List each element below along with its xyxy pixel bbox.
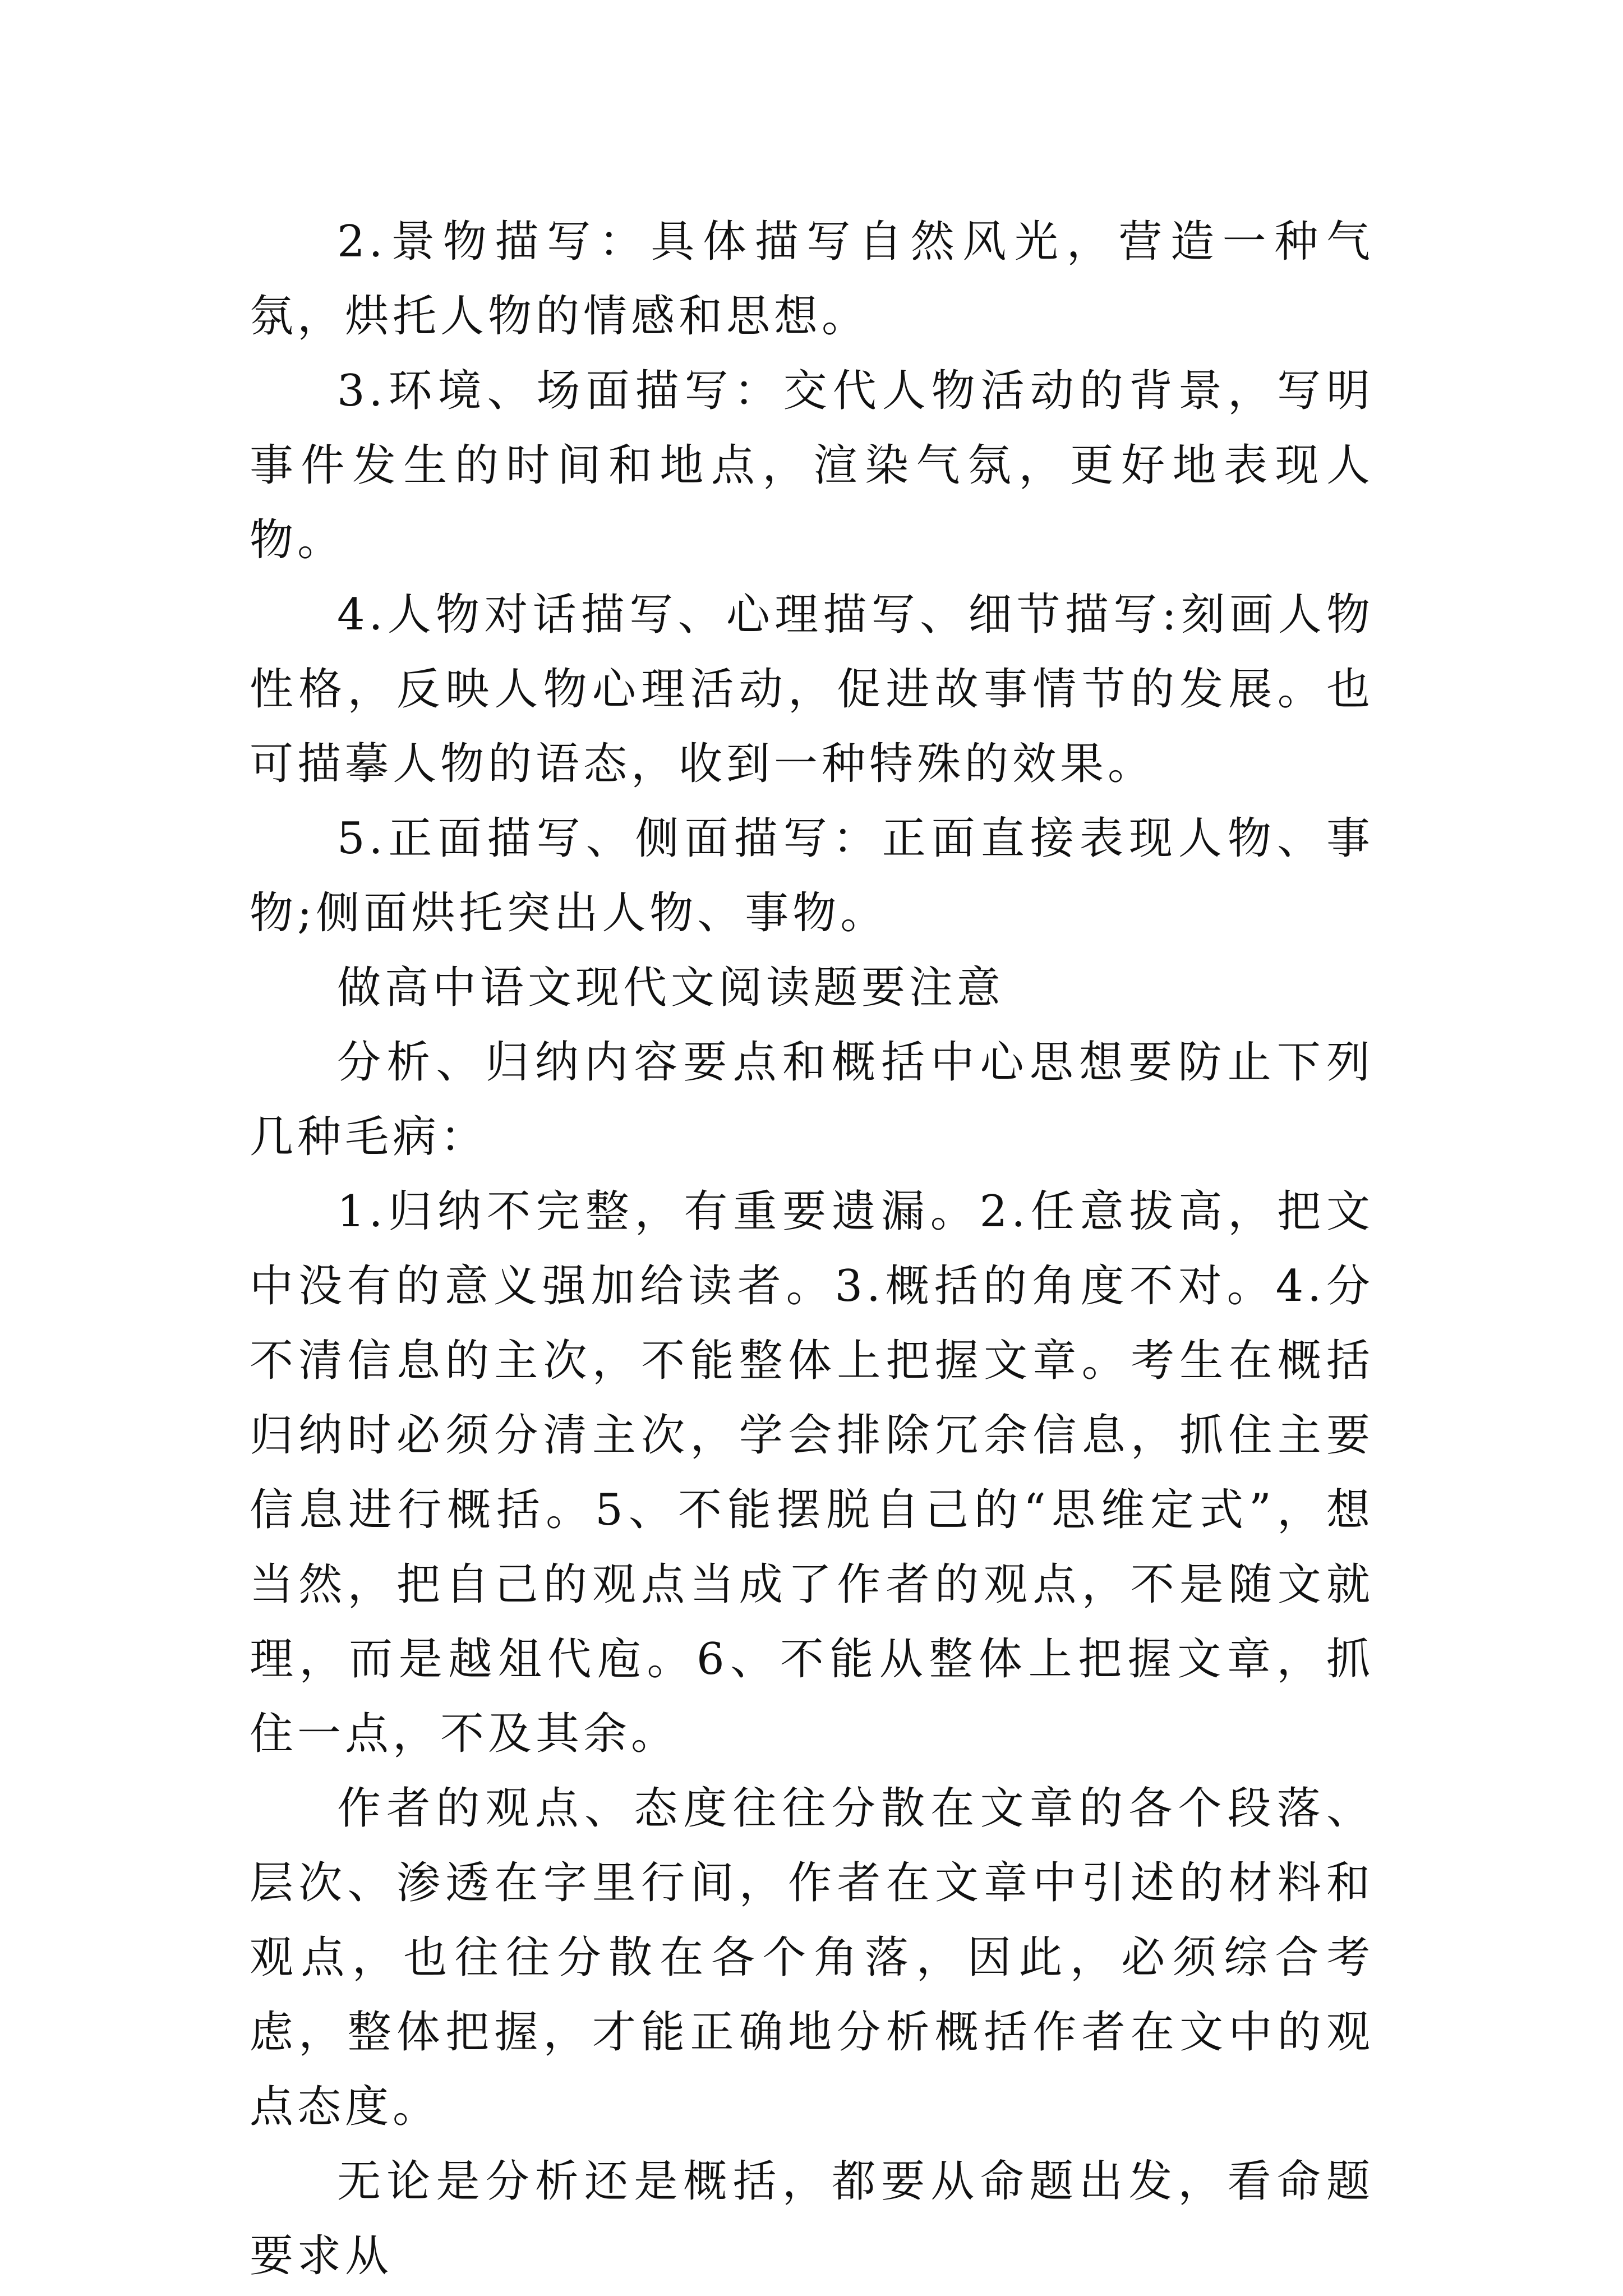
document-body <box>250 205 1374 2294</box>
paragraph-direct-indirect-description: 5.正面描写、侧面描写：正面直接表现人物、事物;侧面烘托突出人物、事物。 <box>250 813 1374 938</box>
paragraph-author-viewpoint: 作者的观点、态度往往分散在文章的各个段落、层次、渗透在字里行间，作者在文章中引述的材料和观点，也往往分散在各个角落，因此，必须综合考虑，整体把握，才能正确地分析概括作者在文中的观点态度。 <box>250 1783 1374 2132</box>
paragraph-dialogue-description: 4.人物对话描写、心理描写、细节描写:刻画人物性格，反映人物心理活动，促进故事情节的发展。也可描摹人物的语态，收到一种特殊的效果。 <box>250 590 1374 789</box>
paragraph-mistakes-list: 1.归纳不完整，有重要遗漏。2.任意拔高，把文中没有的意义强加给读者。3.概括的角度不对。4.分不清信息的主次，不能整体上把握文章。考生在概括归纳时必须分清主次，学会排除冗余信息，抓住主要信息进行概括。5、不能摆脱自己的“思维定式”，想当然，把自己的观点当成了作者的观点，不是随文就理，而是越俎代庖。6、不能从整体上把握文章，抓住一点，不及其余。 <box>250 1186 1374 1759</box>
section-heading: 做高中语文现代文阅读题要注意 <box>337 963 1005 1013</box>
paragraph-intro-mistakes: 分析、归纳内容要点和概括中心思想要防止下列几种毛病： <box>250 1037 1374 1162</box>
paragraph-analysis-summary: 无论是分析还是概括，都要从命题出发，看命题要求从 <box>250 2156 1374 2281</box>
paragraph-scenery-description: 2.景物描写：具体描写自然风光，营造一种气氛，烘托人物的情感和思想。 <box>250 217 1374 342</box>
paragraph-environment-description: 3.环境、场面描写：交代人物活动的背景，写明事件发生的时间和地点，渲染气氛，更好地表现人物。 <box>250 366 1374 565</box>
